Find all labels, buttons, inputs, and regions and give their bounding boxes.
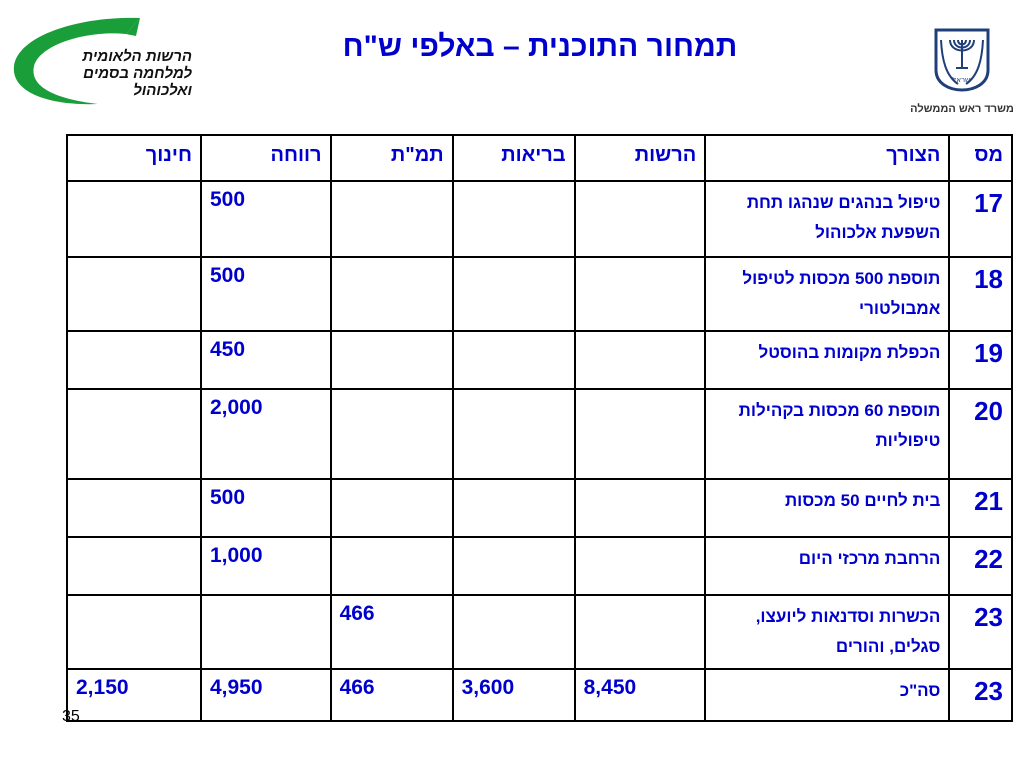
cell-rashut [575,479,706,537]
cell-briut [453,389,575,479]
cell-rashut [575,331,706,389]
page-number: 35 [62,708,80,725]
cell-rashut [575,595,706,669]
cell-revacha: 1,000 [201,537,331,595]
header-need: הצורך [705,135,949,181]
cell-briut [453,595,575,669]
cell-chinuch [67,479,201,537]
cell-briut [453,479,575,537]
cell-chinuch [67,595,201,669]
cell-chinuch [67,537,201,595]
row-num: 19 [949,331,1012,389]
row-need: בית לחיים 50 מכסות [705,479,949,537]
header-chinuch: חינוך [67,135,201,181]
row-need: הכפלת מקומות בהוסטל [705,331,949,389]
row-num: 20 [949,389,1012,479]
cell-rashut [575,537,706,595]
row-need: הרחבת מרכזי היום [705,537,949,595]
cell-tamat: 466 [331,669,453,721]
cell-tamat [331,537,453,595]
row-need: טיפול בנהגים שנהגו תחת השפעת אלכוהול [705,181,949,257]
cell-revacha: 450 [201,331,331,389]
cell-rashut [575,257,706,331]
table-row [67,181,1012,257]
cell-briut [453,257,575,331]
logo-line-2: למלחמה בסמים [83,65,192,82]
cell-briut [453,331,575,389]
cell-briut [453,181,575,257]
cell-chinuch: 2,150 [67,669,201,721]
row-num: 23 [949,595,1012,669]
table-row [67,537,1012,595]
table-row [67,331,1012,389]
row-num: 18 [949,257,1012,331]
page-title: תמחור התוכנית – באלפי ש"ח [342,30,738,63]
cell-revacha: 500 [201,257,331,331]
row-need: הכשרות וסדנאות ליועצו, סגלים, והורים [705,595,949,669]
cell-rashut [575,389,706,479]
cell-tamat [331,331,453,389]
cell-chinuch [67,257,201,331]
cell-revacha: 500 [201,479,331,537]
logo-line-3: ואלכוהול [133,82,192,99]
row-num: 17 [949,181,1012,257]
table-total-row [67,669,1012,721]
header-tamat: תמ"ת [331,135,453,181]
header-briut: בריאות [453,135,575,181]
row-num: 23 [949,669,1012,721]
cell-chinuch [67,389,201,479]
table-row [67,389,1012,479]
logo-text [42,48,192,99]
cell-tamat: 466 [331,595,453,669]
cell-rashut: 8,450 [575,669,706,721]
state-emblem-icon [932,26,992,92]
budget-table [66,134,1013,722]
cell-tamat [331,257,453,331]
row-need: תוספת 500 מכסות לטיפול אמבולטורי [705,257,949,331]
row-num: 22 [949,537,1012,595]
table-row [67,479,1012,537]
cell-rashut [575,181,706,257]
national-authority-logo [8,14,198,106]
cell-briut [453,537,575,595]
table-row [67,595,1012,669]
row-need: תוספת 60 מכסות בקהילות טיפוליות [705,389,949,479]
cell-chinuch [67,331,201,389]
cell-tamat [331,479,453,537]
table-header-row [67,135,1012,181]
cell-revacha: 500 [201,181,331,257]
cell-revacha [201,595,331,669]
header-num: מס [949,135,1012,181]
ministry-name: משרד ראש הממשלה [910,103,1014,115]
cell-chinuch [67,181,201,257]
emblem-word: ישראל [952,76,972,84]
row-num: 21 [949,479,1012,537]
row-need: סה"כ [705,669,949,721]
table-row [67,257,1012,331]
cell-tamat [331,181,453,257]
pm-office-logo [905,26,1019,115]
cell-tamat [331,389,453,479]
cell-revacha: 4,950 [201,669,331,721]
cell-revacha: 2,000 [201,389,331,479]
header-rashut: הרשות [575,135,706,181]
cell-briut: 3,600 [453,669,575,721]
header-revacha: רווחה [201,135,331,181]
logo-line-1: הרשות הלאומית [82,48,192,65]
